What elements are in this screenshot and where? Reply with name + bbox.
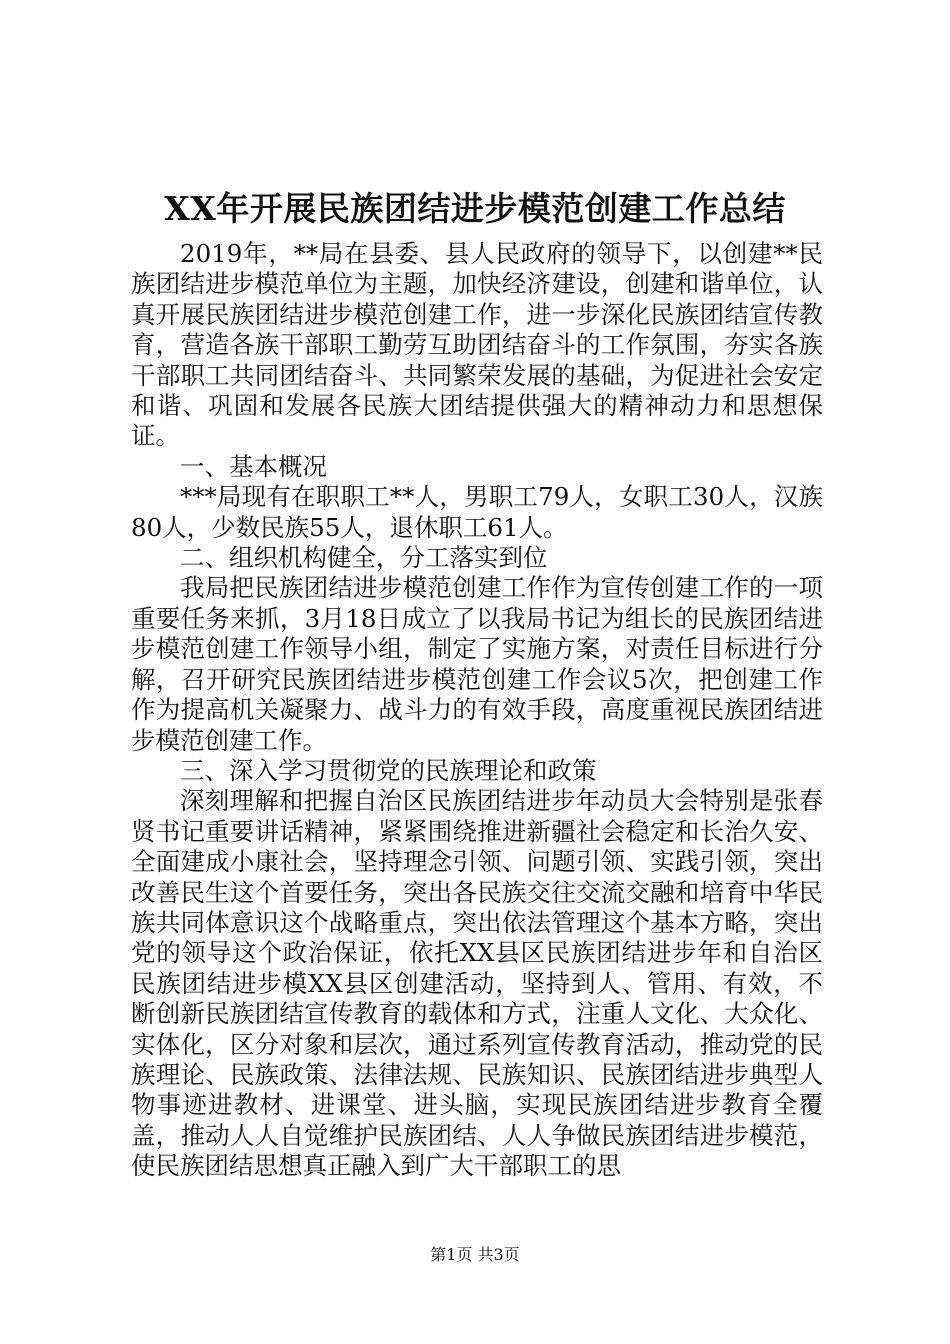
section1-paragraph: ***局现有在职职工**人，男职工79人，女职工30人，汉族80人，少数民族55人，退休职工61人。 [131,482,823,542]
section2-paragraph: 我局把民族团结进步模范创建工作作为宣传创建工作的一项重要任务来抓，3月18日成立了以我局书记为组长的民族团结进步模范创建工作领导小组，制定了实施方案，对责任目标进行分解，召开研究民族团结进步模范创建工作会议5次，把创建工作作为提高机关凝聚力、战斗力的有效手段，高度重视民族团结进步模范创建工作。 [131,573,823,755]
page-number-footer: 第1页 共3页 [430,1245,520,1264]
section3-heading: 三、深入学习贯彻党的民族理论和政策 [180,755,597,785]
intro-paragraph: 2019年，**局在县委、县人民政府的领导下，以创建**民族团结进步模范单位为主题，加快经济建设，创建和谐单位，认真开展民族团结进步模范创建工作，进一步深化民族团结宣传教育，营造各族干部职工勤劳互助团结奋斗的工作氛围，夯实各族干部职工共同团结奋斗、共同繁荣发展的基础，为促进社会安定和谐、巩固和发展各民族大团结提供强大的精神动力和思想保证。 [131,239,823,451]
section3-paragraph: 深刻理解和把握自治区民族团结进步年动员大会特别是张春贤书记重要讲话精神，紧紧围绕推进新疆社会稳定和长治久安、全面建成小康社会，坚持理念引领、问题引领、实践引领，突出改善民生这个首要任务，突出各民族交往交流交融和培育中华民族共同体意识这个战略重点，突出依法管理这个基本方略，突出党的领导这个政治保证，依托XX县区民族团结进步年和自治区民族团结进步模XX县区创建活动，坚持到人、管用、有效，不断创新民族团结宣传教育的载体和方式，注重人文化、大众化、实体化，区分对象和层次，通过系列宣传教育活动，推动党的民族理论、民族政策、法律法规、民族知识、民族团结进步典型人物事迹进教材、进课堂、进头脑，实现民族团结进步教育全覆盖，推动人人自觉维护民族团结、人人争做民族团结进步模范，使民族团结思想真正融入到广大干部职工的思 [131,786,823,1181]
document-body [131,239,823,1182]
section2-heading: 二、组织机构健全，分工落实到位 [180,543,548,573]
document-title: XX年开展民族团结进步模范创建工作总结 [164,189,786,228]
section1-heading: 一、基本概况 [180,451,327,481]
